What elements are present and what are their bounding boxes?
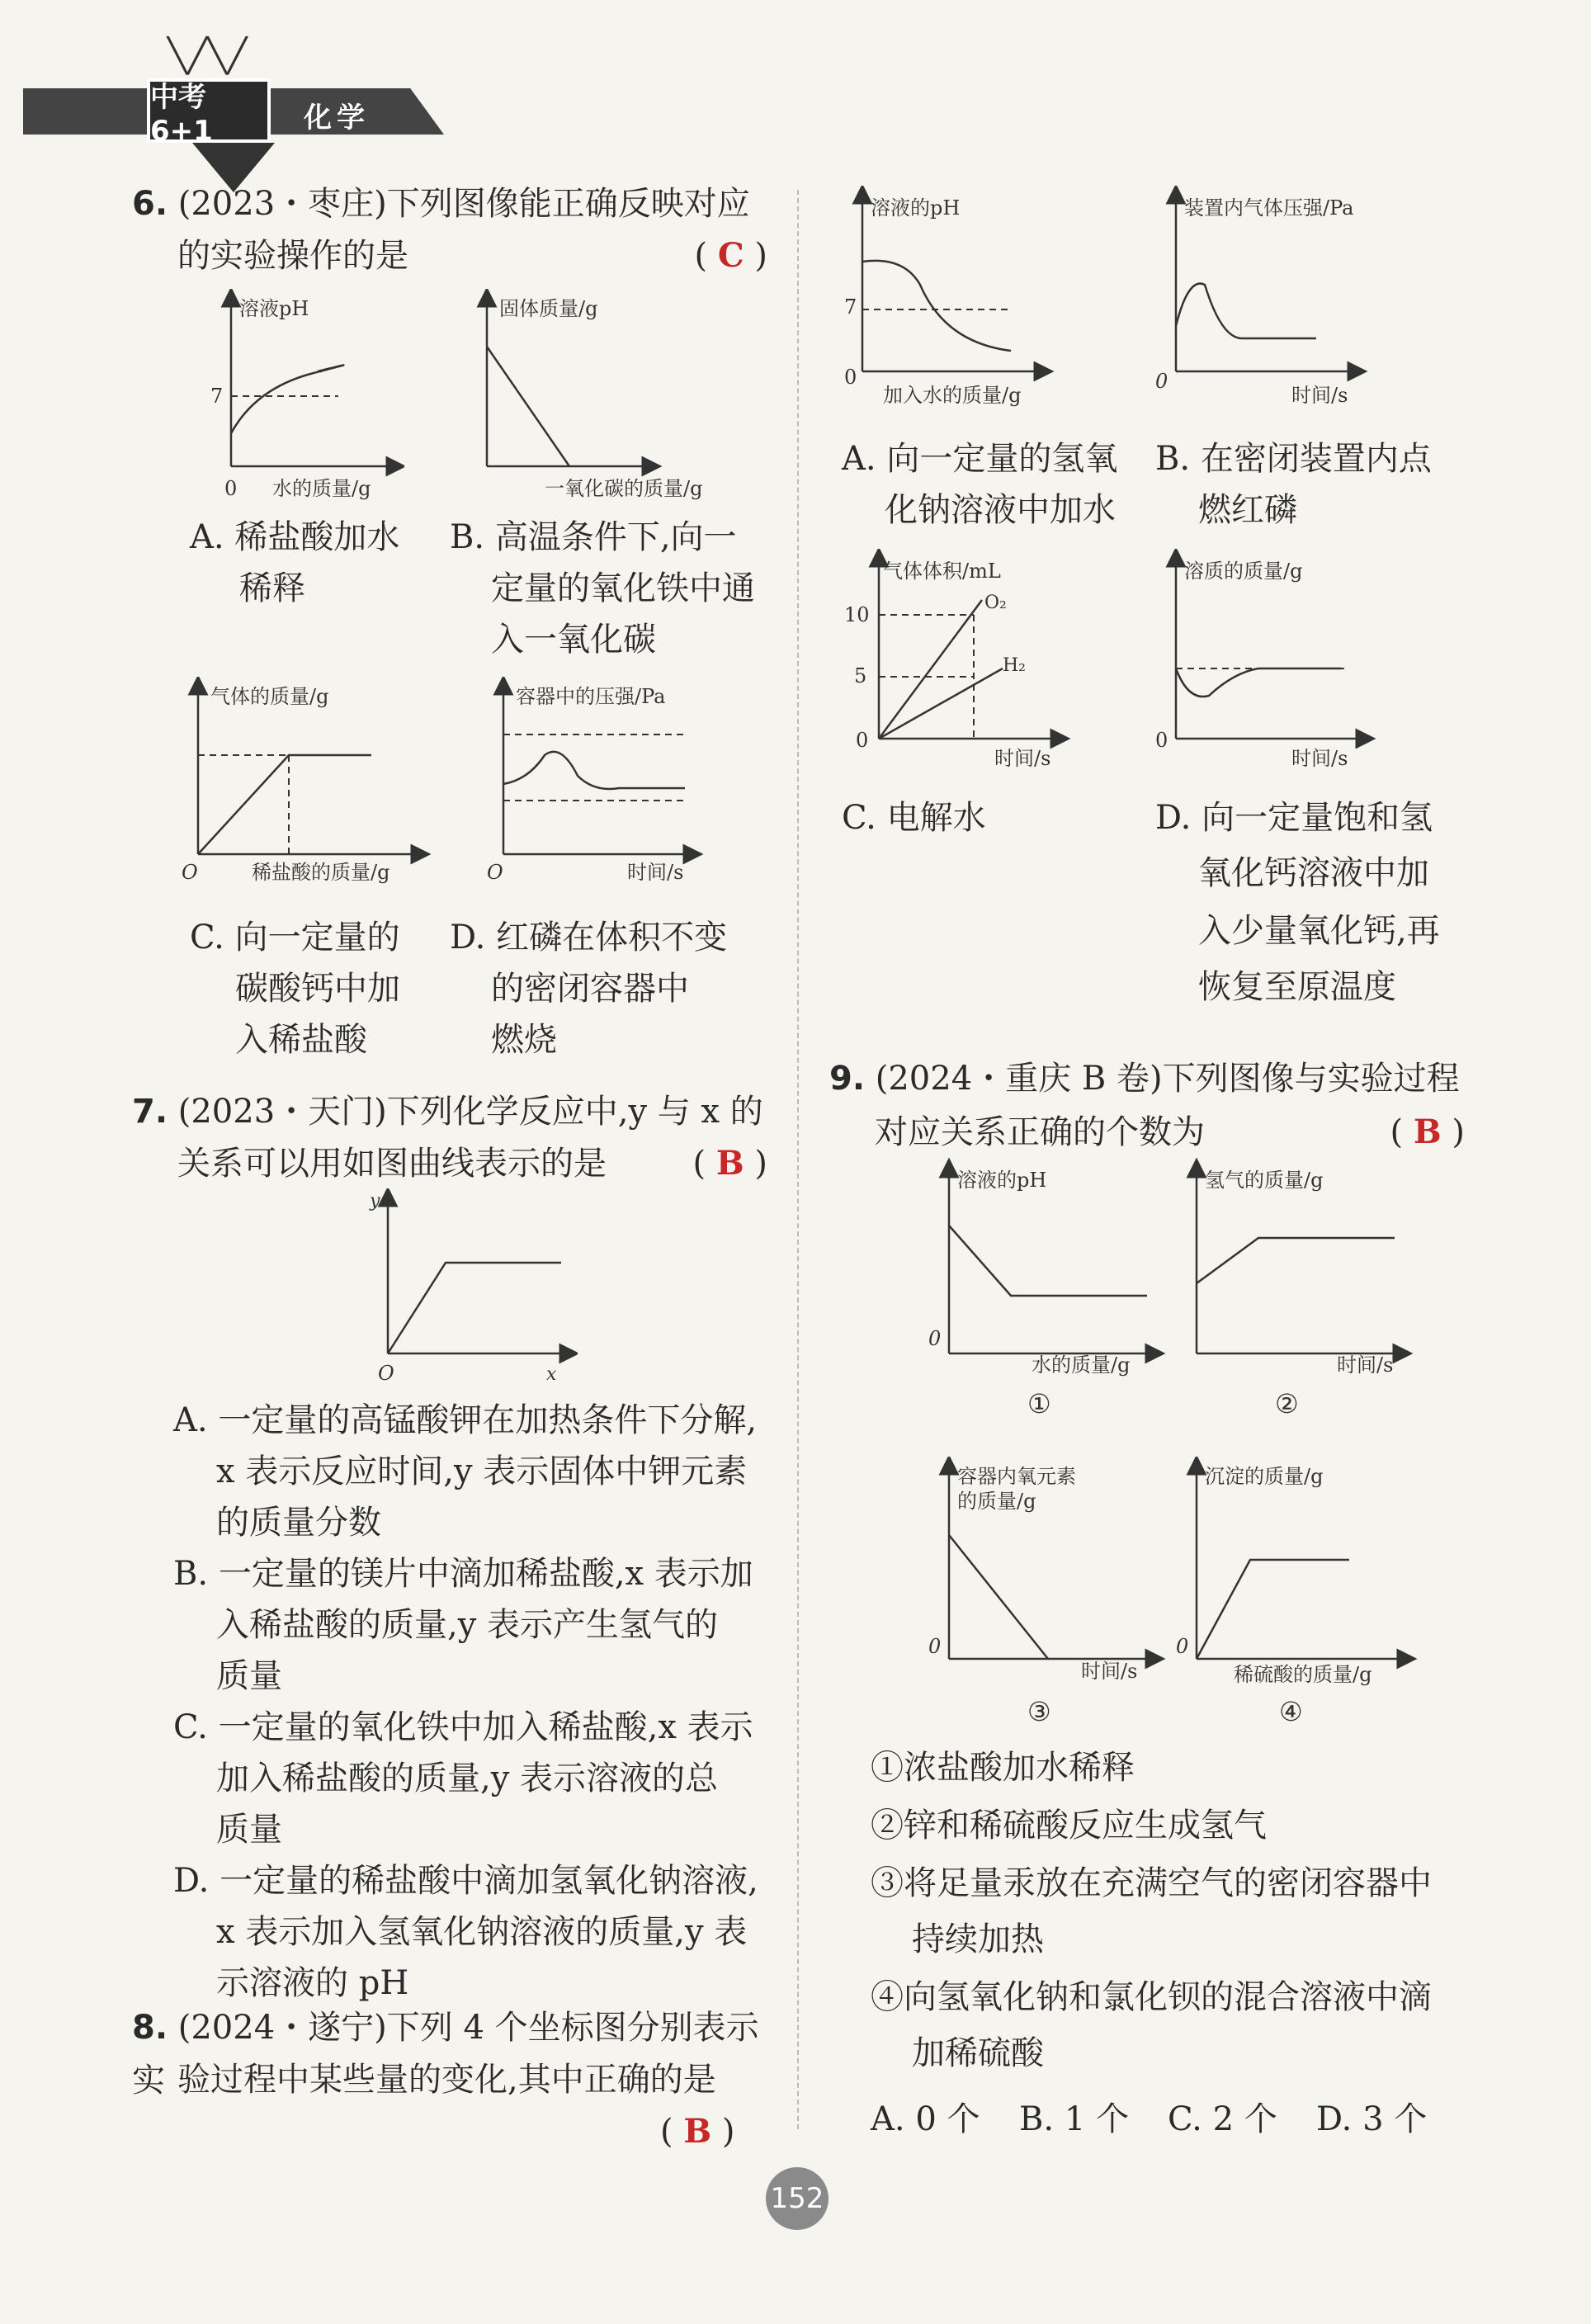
q8-option-d-1: D. 向一定量饱和氢 — [1155, 799, 1433, 837]
q8-option-d-2: 氧化钙溶液中加 — [1198, 854, 1429, 892]
q6-graph-b — [462, 289, 743, 503]
q9g3-xlabel: 时间/s — [1081, 1660, 1138, 1683]
q9-graph-3 — [916, 1457, 1180, 1729]
q7-option-d-2: x 表示加入氢氧化钠溶液的质量,y 表 — [216, 1913, 748, 1951]
header-badge: 中考6+1 — [147, 78, 271, 143]
q7-option-d-1: D. 一定量的稀盐酸中滴加氢氧化钠溶液, — [173, 1862, 758, 1900]
q7-stem-line2: 关系可以用如图曲线表示的是 — [177, 1145, 607, 1183]
q8c-tick10: 10 — [844, 603, 870, 626]
q7-option-c-3: 质量 — [216, 1811, 282, 1849]
q7-line — [388, 1263, 561, 1353]
q6d-ylabel: 容器中的压强/Pa — [516, 685, 666, 708]
q7-option-c-2: 加入稀盐酸的质量,y 表示溶液的总 — [216, 1760, 719, 1797]
q8d-curve — [1176, 668, 1341, 697]
page-number: 152 — [766, 2167, 829, 2230]
q9-item-4b: 加稀硫酸 — [912, 2034, 1044, 2072]
q8a-xlabel: 加入水的质量/g — [883, 384, 1022, 407]
q7-graph — [363, 1188, 578, 1386]
q7-option-b — [173, 1548, 753, 1702]
q8-stem-line1: (2024・遂宁)下列 4 个坐标图分别表示实 — [132, 2009, 759, 2100]
q9-stem-2 — [875, 1106, 1477, 1159]
q9-graph-1 — [916, 1155, 1180, 1419]
q9g2-line — [1197, 1238, 1395, 1283]
q6a-tick: 7 — [210, 385, 224, 408]
q8-option-b-1: B. 在密闭装置内点 — [1155, 440, 1432, 478]
q9g2-xlabel: 时间/s — [1337, 1353, 1394, 1377]
q6-option-b-1: B. 高温条件下,向一 — [450, 518, 737, 556]
q6-option-b-3: 入一氧化碳 — [491, 621, 656, 659]
q8-option-a — [842, 433, 1117, 536]
q6-stem — [132, 177, 776, 230]
q9g1-label: ① — [1027, 1388, 1051, 1419]
q6-number: 6. — [132, 185, 168, 223]
q6-option-d-1: D. 红磷在体积不变 — [450, 919, 728, 957]
q7-option-b-1: B. 一定量的镁片中滴加稀盐酸,x 表示加 — [173, 1555, 753, 1593]
q8b-xlabel: 时间/s — [1291, 384, 1348, 407]
q8b-origin: 0 — [1155, 370, 1168, 393]
q9g1-ylabel: 溶液的pH — [957, 1169, 1047, 1192]
q6a-curve — [231, 365, 343, 433]
q6-option-d-3: 燃烧 — [491, 1021, 557, 1059]
q9g3-line — [949, 1535, 1048, 1659]
q8-option-d-3: 入少量氧化钙,再 — [1198, 912, 1440, 950]
q6c-xlabel: 稀盐酸的质量/g — [252, 861, 390, 884]
q8-number: 8. — [132, 2009, 168, 2047]
q8c-ylabel: 气体体积/mL — [883, 560, 1001, 583]
header-subject: 化学 — [304, 102, 370, 135]
q7-option-c-1: C. 一定量的氧化铁中加入稀盐酸,x 表示 — [173, 1708, 753, 1746]
q7-option-d — [173, 1855, 758, 2009]
q9g1-line — [949, 1226, 1147, 1296]
q6a-xlabel: 水的质量/g — [272, 477, 371, 500]
q8d-ylabel: 溶质的质量/g — [1184, 560, 1303, 583]
q6-option-c-1: C. 向一定量的 — [190, 919, 400, 957]
q7-answer: B — [715, 1144, 744, 1183]
q7-stem-line1: (2023・天门)下列化学反应中,y 与 x 的 — [177, 1093, 763, 1131]
q9g3-ylabel1: 容器内氧元素 — [957, 1465, 1076, 1488]
q6d-origin: O — [487, 861, 503, 884]
q8d-xlabel: 时间/s — [1291, 747, 1348, 770]
q7-option-a-3: 的质量分数 — [216, 1504, 381, 1542]
q8-graph-d — [1151, 549, 1423, 772]
q7-stem — [132, 1085, 784, 1138]
q9-choice-b: B. 1 个 — [1019, 2100, 1129, 2138]
q8b-ylabel: 装置内气体压强/Pa — [1184, 196, 1354, 220]
q8-option-d-4: 恢复至原温度 — [1198, 968, 1396, 1006]
q7-option-b-3: 质量 — [216, 1657, 282, 1695]
q8-graph-a — [829, 186, 1077, 409]
q8a-tick: 7 — [844, 295, 857, 319]
q8c-tick5: 5 — [854, 664, 867, 687]
header-banner — [23, 37, 452, 161]
q8-answer: B — [683, 2112, 712, 2151]
q9-item-2: ②锌和稀硫酸反应生成氢气 — [871, 1807, 1267, 1845]
q8c-o2-line — [879, 600, 982, 739]
q8b-curve — [1176, 284, 1316, 338]
q8a-curve — [862, 261, 1011, 351]
q6-option-a-2: 稀释 — [239, 569, 305, 607]
q8-option-c-1: C. 电解水 — [842, 799, 986, 837]
q9-stem-line1: (2024・重庆 B 卷)下列图像与实验过程 — [875, 1060, 1460, 1098]
q6-option-c — [190, 912, 400, 1065]
q9g3-origin: 0 — [928, 1635, 942, 1658]
q6b-ylabel: 固体质量/g — [499, 297, 598, 320]
q7-origin: O — [378, 1362, 394, 1385]
q9g1-origin: 0 — [928, 1327, 942, 1350]
q9-item-3b: 持续加热 — [912, 1920, 1044, 1958]
q8-graph-c — [829, 549, 1077, 772]
column-divider — [797, 190, 799, 2129]
q9-number: 9. — [829, 1060, 866, 1098]
q8-option-a-1: A. 向一定量的氢氧 — [842, 440, 1118, 478]
q8c-xlabel: 时间/s — [994, 747, 1051, 770]
q7-number: 7. — [132, 1093, 168, 1131]
q6c-origin: O — [182, 861, 198, 884]
q8c-origin: 0 — [856, 729, 869, 752]
q6-option-d — [450, 912, 727, 1065]
q7-option-c — [173, 1702, 753, 1855]
q9-choice-c: C. 2 个 — [1168, 2100, 1277, 2138]
q8-option-d — [1155, 792, 1440, 1015]
q9-stem — [829, 1052, 1489, 1105]
q9g4-label: ④ — [1279, 1696, 1303, 1727]
q8-option-b — [1155, 433, 1432, 536]
q8c-h2: H₂ — [1003, 655, 1027, 676]
q6-option-d-2: 的密闭容器中 — [491, 970, 689, 1008]
q6-option-b-2: 定量的氧化铁中通 — [491, 569, 755, 607]
q8-option-a-2: 化钠溶液中加水 — [885, 491, 1116, 529]
q9-graph-2 — [1172, 1155, 1436, 1419]
q6a-ylabel: 溶液pH — [239, 297, 309, 320]
q7-option-a-1: A. 一定量的高锰酸钾在加热条件下分解, — [173, 1401, 758, 1439]
q8-option-b-2: 燃红磷 — [1198, 491, 1297, 529]
q6-stem-line1: (2023・枣庄)下列图像能正确反映对应 — [177, 185, 750, 223]
q6-answer: C — [717, 236, 744, 275]
q8-answer-paren: ( B ) — [660, 2112, 735, 2151]
q9-answer-paren: ( B ) — [1390, 1112, 1465, 1151]
q9-choice-a: A. 0 个 — [871, 2100, 980, 2138]
q6c-ylabel: 气体的质量/g — [210, 685, 329, 708]
q9-item-1: ①浓盐酸加水稀释 — [871, 1749, 1135, 1787]
q6a-origin: 0 — [224, 477, 238, 500]
q8-stem-2 — [177, 2053, 780, 2106]
q8-option-c — [842, 792, 986, 843]
q9-item-3a: ③将足量汞放在充满空气的密闭容器中 — [871, 1864, 1432, 1902]
q8d-origin: 0 — [1155, 729, 1168, 752]
q8c-o2: O₂ — [984, 593, 1007, 613]
q9g1-xlabel: 水的质量/g — [1032, 1353, 1131, 1377]
q7-option-b-2: 入稀盐酸的质量,y 表示产生氢气的 — [216, 1606, 719, 1644]
q9g4-origin: 0 — [1176, 1635, 1189, 1658]
q9-answer: B — [1413, 1112, 1442, 1151]
q9g3-ylabel2: 的质量/g — [957, 1490, 1036, 1513]
q6-answer-paren: ( C ) — [694, 236, 767, 275]
q9g4-line — [1197, 1560, 1349, 1659]
q8-stem-line2: 验过程中某些量的变化,其中正确的是 — [177, 2061, 716, 2099]
q6-option-c-3: 入稀盐酸 — [235, 1021, 367, 1059]
q6-graph-a — [206, 289, 404, 503]
q6-option-a-1: A. 稀盐酸加水 — [190, 518, 400, 556]
q8-graph-b — [1151, 186, 1423, 409]
q9g2-label: ② — [1275, 1388, 1299, 1419]
q6-graph-d — [479, 677, 759, 891]
q8c-h2-line — [879, 668, 1003, 739]
q6d-curve — [503, 752, 685, 789]
q6d-xlabel: 时间/s — [627, 861, 684, 884]
q6-stem-line2: 的实验操作的是 — [177, 237, 408, 275]
q6b-xlabel: 一氧化碳的质量/g — [545, 477, 703, 500]
q9-stem-line2: 对应关系正确的个数为 — [875, 1113, 1205, 1151]
q7-option-a — [173, 1395, 757, 1548]
q7-option-d-3: 示溶液的 pH — [216, 1964, 409, 2002]
q7-stem-2 — [177, 1137, 780, 1190]
q9-choice-d: D. 3 个 — [1316, 2100, 1428, 2138]
q6-option-a — [190, 512, 399, 614]
q6-graph-c — [173, 677, 454, 891]
q9g2-ylabel: 氢气的质量/g — [1205, 1169, 1324, 1192]
q6-option-c-2: 碳酸钙中加 — [235, 970, 400, 1008]
q9-graph-4 — [1172, 1457, 1444, 1729]
q7-option-a-2: x 表示反应时间,y 表示固体中钾元素 — [216, 1452, 748, 1490]
header-deco: ╲╱╲╱ — [168, 37, 248, 75]
q6b-line — [487, 347, 569, 466]
q6-option-b — [450, 512, 755, 665]
q9g3-label: ③ — [1027, 1696, 1051, 1727]
q6-stem-2 — [177, 229, 780, 282]
q9g4-ylabel: 沉淀的质量/g — [1205, 1465, 1324, 1488]
q8a-ylabel: 溶液的pH — [871, 196, 961, 220]
q9g4-xlabel: 稀硫酸的质量/g — [1234, 1663, 1372, 1686]
q6c-line — [198, 755, 371, 854]
q8a-origin: 0 — [844, 366, 857, 389]
q7-ylabel: y — [370, 1191, 380, 1212]
q7-answer-paren: ( B ) — [692, 1144, 767, 1183]
q9-item-4a: ④向氢氧化钠和氯化钡的混合溶液中滴 — [871, 1978, 1432, 2016]
q7-xlabel: x — [546, 1364, 557, 1385]
